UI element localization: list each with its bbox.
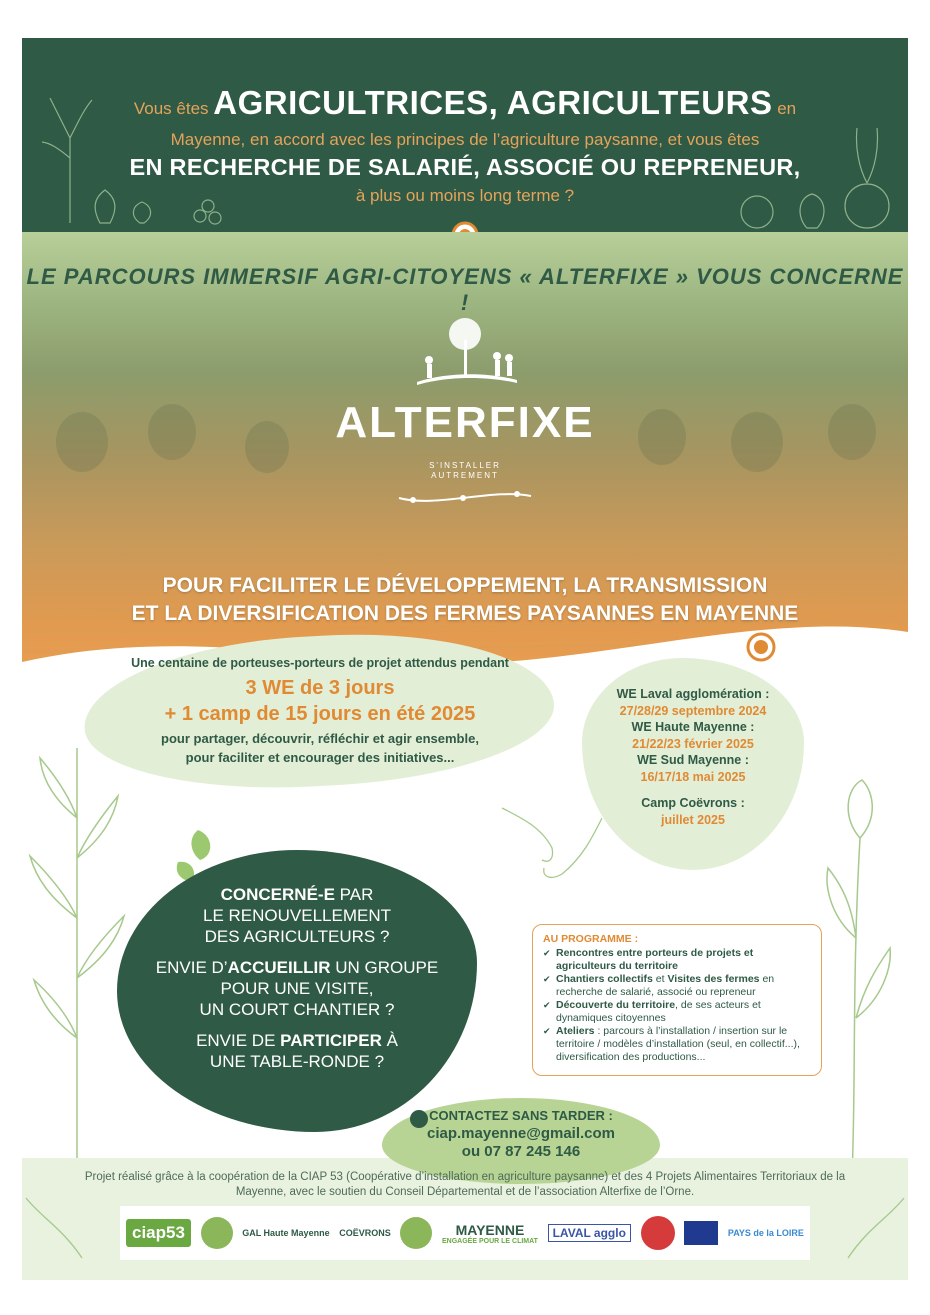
programme-item-4-bold: Ateliers (556, 1025, 595, 1037)
programme-item-2-mid: et (655, 973, 665, 985)
question-1-line-3: DES AGRICULTEURS ? (204, 927, 390, 946)
hands-sketch-icon (492, 788, 612, 898)
brand-path-ornament-icon (395, 486, 535, 508)
programme-item-2 (543, 973, 811, 999)
partner-logos (120, 1206, 810, 1260)
question-2-bold: ACCUEILLIR (227, 958, 331, 977)
dates-list (582, 686, 804, 828)
tree-people-logo-icon (407, 312, 527, 387)
question-3-b: À (386, 1031, 398, 1050)
highlight-weekends: 3 WE de 3 jours (245, 677, 395, 699)
eu-flag-logo (684, 1221, 718, 1245)
hand-right-sketch-icon (838, 1188, 908, 1268)
programme-item-1 (543, 947, 811, 973)
question-2-a: ENVIE D’ (155, 958, 228, 977)
purpose-heading (22, 572, 908, 628)
orange-dot-right-icon (744, 630, 778, 664)
programme-title: AU PROGRAMME : (543, 933, 639, 945)
question-1-a: PAR (339, 885, 374, 904)
footer-credits: Projet réalisé grâce à la coopération de la CIAP 53 (Coopérative d’installation en agriculture paysanne) et des 4 Projets Alimentaires Territoriaux de la Mayenne, avec le soutien du Conseil Départemental et de l’association Alterfixe de l’Orne. (84, 1171, 846, 1198)
date-label-camp: Camp Coëvrons : (641, 796, 745, 810)
date-label-laval: WE Laval agglomération : (616, 687, 770, 701)
date-value-laval: 27/28/29 septembre 2024 (619, 703, 767, 718)
mayenne-logo-sub: ENGAGÉE POUR LE CLIMAT (442, 1237, 538, 1245)
date-value-sud-mayenne: 16/17/18 mai 2025 (640, 769, 746, 784)
main-text-line-1: pour partager, découvrir, réfléchir et agir ensemble, (161, 731, 479, 746)
alterfixe-brand: ALTERFIXE (335, 398, 595, 447)
header-line-3: EN RECHERCHE DE SALARIÉ, ASSOCIÉ OU REPRENEUR, (129, 154, 801, 180)
date-label-haute-mayenne: WE Haute Mayenne : (631, 720, 755, 734)
question-3-line-1 (132, 1030, 462, 1051)
lower-area (22, 628, 908, 1280)
poster (22, 38, 908, 1280)
contact-email-link[interactable]: ciap.mayenne@gmail.com (426, 1125, 616, 1142)
pat-logo (201, 1217, 233, 1249)
programme-item-3 (543, 999, 811, 1025)
contact-info (382, 1108, 660, 1160)
programme-item-4 (543, 1025, 811, 1064)
programme-item-1-bold: Rencontres entre porteurs de projets et agriculteurs du territoire (556, 947, 754, 972)
question-3-a: ENVIE DE (196, 1031, 276, 1050)
question-2-line-3: UN COURT CHANTIER ? (199, 1000, 395, 1019)
header-line-1 (22, 84, 908, 122)
main-purpose-text (100, 729, 540, 767)
programme-list (543, 947, 811, 1064)
header-band (22, 38, 908, 232)
purpose-line-2: ET LA DIVERSIFICATION DES FERMES PAYSANNES EN MAYENNE (131, 602, 799, 625)
main-highlight (100, 675, 540, 727)
programme-item-4-rest: : parcours à l’installation / insertion sur le territoire / modèles d’installation (seul, en collectif...), diversification des productions... (556, 1025, 800, 1063)
pays-de-la-loire-logo: PAYS de la LOIRE (727, 1228, 804, 1238)
question-1-line-1 (132, 884, 462, 905)
plant-sketch-right-icon (812, 778, 908, 1178)
question-2-line-2: POUR UNE VISITE, (220, 979, 374, 998)
header-post-text: en (777, 99, 797, 118)
programme-item-2-bold-1: Chantiers collectifs (556, 973, 653, 985)
question-2-b: UN GROUPE (335, 958, 439, 977)
programme-item-3-bold: Découverte du territoire (556, 999, 676, 1011)
date-value-haute-mayenne: 21/22/23 février 2025 (632, 736, 754, 751)
header-farmers-heading: AGRICULTRICES, AGRICULTEURS (213, 84, 773, 121)
date-label-sud-mayenne: WE Sud Mayenne : (637, 753, 749, 767)
pays-logo (400, 1217, 432, 1249)
header-line-2: Mayenne, en accord avec les principes de l’agriculture paysanne, et vous êtes (170, 130, 760, 149)
main-info-text (100, 656, 540, 767)
purpose-line-1: POUR FACILITER LE DÉVELOPPEMENT, LA TRANSMISSION (162, 574, 768, 597)
plant-sketch-left-icon (22, 738, 132, 1168)
question-2-line-1 (132, 957, 462, 978)
programme-item-3-rest: , de ses acteurs et dynamiques citoyennes (556, 999, 761, 1024)
ciap53-logo: ciap53 (126, 1219, 191, 1247)
header-line-4: à plus ou moins long terme ? (355, 186, 575, 205)
brand-tagline (22, 461, 908, 481)
questions-text (132, 884, 462, 1072)
tagline-line-2: AUTREMENT (431, 471, 499, 480)
red-circle-logo (641, 1216, 675, 1250)
gal-haute-mayenne-logo: GAL Haute Mayenne (242, 1228, 330, 1238)
contact-phone[interactable]: ou 07 87 245 146 (461, 1143, 581, 1160)
main-text-line-2: pour faciliter et encourager des initiatives... (185, 750, 455, 765)
mayenne-logo-text: MAYENNE (455, 1221, 525, 1238)
highlight-camp: + 1 camp de 15 jours en été 2025 (164, 703, 476, 725)
question-3-line-2: UNE TABLE-RONDE ? (209, 1052, 385, 1071)
laval-agglo-logo: LAVAL agglo (548, 1224, 631, 1242)
coevrons-logo: COËVRONS (339, 1228, 391, 1238)
concerne-heading: LE PARCOURS IMMERSIF AGRI-CITOYENS « ALTERFIXE » VOUS CONCERNE ! (26, 264, 904, 315)
programme-item-2-rest: en recherche de salarié, associé ou repreneur (556, 973, 775, 998)
date-value-camp: juillet 2025 (661, 812, 725, 827)
programme-item-2-bold-2: Visites des fermes (667, 973, 760, 985)
hand-left-sketch-icon (22, 1188, 92, 1268)
header-pre-text: Vous êtes (133, 99, 209, 118)
programme-box (532, 924, 822, 1076)
main-intro-text: Une centaine de porteuses-porteurs de projet attendus pendant (131, 656, 509, 670)
contact-title: CONTACTEZ SANS TARDER : (429, 1108, 613, 1123)
mayenne-logo (442, 1222, 538, 1245)
question-1-bold: CONCERNÉ-E (220, 885, 335, 904)
question-1-line-2: LE RENOUVELLEMENT (203, 906, 391, 925)
question-3-bold: PARTICIPER (280, 1031, 382, 1050)
tagline-line-1: S'INSTALLER (429, 461, 501, 470)
